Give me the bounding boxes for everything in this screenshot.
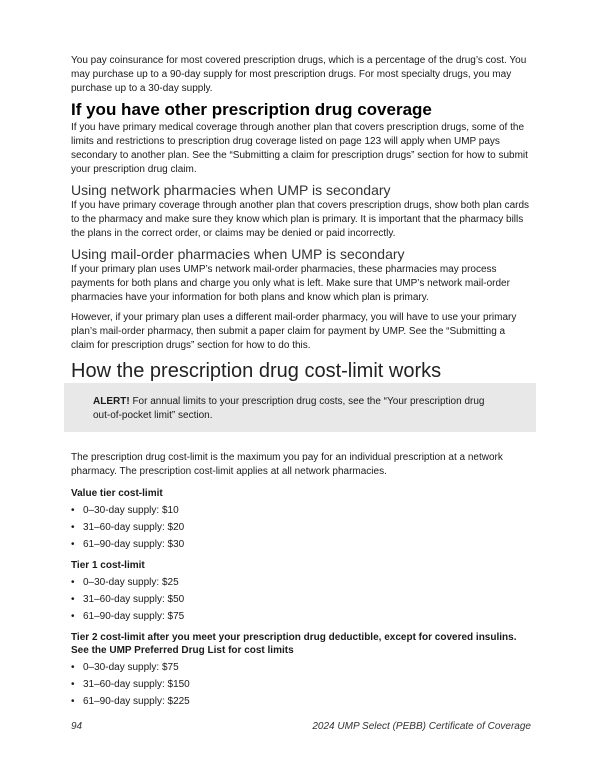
tier-value xyxy=(71,487,531,551)
list-item-text: 0–30-day supply: $10 xyxy=(83,505,179,516)
list-item-text: 31–60-day supply: $50 xyxy=(83,594,185,605)
page-number: 94 xyxy=(71,721,83,732)
list-item xyxy=(71,521,531,534)
heading-mail-order: Using mail-order pharmacies when UMP is secondary xyxy=(71,246,405,262)
network-pharmacies-paragraph: If you have primary coverage through another plan that covers prescription drugs, show both plan cards to the pharmacy and make sure they know which plan is primary. It is important that the pharmacy bills the plans in the correct order, or claims may be denied or paid incorrectly. xyxy=(71,200,530,239)
list-item-text: 0–30-day supply: $75 xyxy=(83,662,179,673)
bullet-icon: • xyxy=(71,539,75,550)
list-item-text: 61–90-day supply: $225 xyxy=(83,696,190,707)
tier-title: Tier 1 cost-limit xyxy=(71,560,145,571)
bullet-icon: • xyxy=(71,577,75,588)
bullet-icon: • xyxy=(71,696,75,707)
bullet-icon: • xyxy=(71,505,75,516)
bullet-icon: • xyxy=(71,522,75,533)
cost-limit-paragraph: The prescription drug cost-limit is the maximum you pay for an individual prescription at a network pharmacy. The prescription cost-limit applies at all network pharmacies. xyxy=(71,452,503,477)
intro-paragraph: You pay coinsurance for most covered prescription drugs, which is a percentage of the drug’s cost. You may purchase up to a 90-day supply for most prescription drugs. For most specialty drugs, you may purchase up to a 30-day supply. xyxy=(71,55,527,94)
mail-order-paragraph-1: If your primary plan uses UMP’s network mail-order pharmacies, these pharmacies may process payments for both plans and charge you only what is left. Make sure that UMP’s network mail-order pharmacies have your information for both plans and know which plan is primary. xyxy=(71,264,510,303)
list-item-text: 31–60-day supply: $20 xyxy=(83,522,185,533)
tier-title: Value tier cost-limit xyxy=(71,488,163,499)
list-item xyxy=(71,610,531,623)
tier-list xyxy=(71,661,531,708)
tier-title: Tier 2 cost-limit after you meet your prescription drug deductible, except for covered insulins. See the UMP Preferred Drug List for cost limits xyxy=(71,632,517,656)
tier-list xyxy=(71,504,531,551)
mail-order-paragraph-2: However, if your primary plan uses a different mail-order pharmacy, you will have to use your primary plan’s mail-order pharmacy, then submit a paper claim for payment by UMP. See the “Submitting a claim for prescription drugs” section for how to do this. xyxy=(71,312,517,351)
list-item-text: 31–60-day supply: $150 xyxy=(83,679,190,690)
tier-2 xyxy=(71,631,531,708)
alert-text-block xyxy=(93,395,503,423)
heading-network-pharmacies: Using network pharmacies when UMP is secondary xyxy=(71,182,391,198)
alert-label: ALERT! xyxy=(93,396,130,407)
list-item xyxy=(71,678,531,691)
footer-doc-title: 2024 UMP Select (PEBB) Certificate of Coverage xyxy=(312,721,531,732)
list-item-text: 61–90-day supply: $75 xyxy=(83,611,185,622)
tier-1 xyxy=(71,559,531,623)
heading-other-coverage: If you have other prescription drug coverage xyxy=(71,100,432,119)
alert-message: For annual limits to your prescription drug costs, see the “Your prescription drug out-of-pocket limit” section. xyxy=(93,396,485,421)
list-item xyxy=(71,661,531,674)
upper-content xyxy=(71,54,531,384)
list-item xyxy=(71,538,531,551)
list-item xyxy=(71,593,531,606)
tier-list xyxy=(71,576,531,623)
cost-limit-section xyxy=(71,451,531,708)
list-item xyxy=(71,504,531,517)
list-item xyxy=(71,695,531,708)
bullet-icon: • xyxy=(71,594,75,605)
bullet-icon: • xyxy=(71,679,75,690)
other-coverage-paragraph: If you have primary medical coverage through another plan that covers prescription drugs, some of the limits and restrictions to prescription drug coverage listed on page 123 will apply when UMP pays secondary to another plan. See the “Submitting a claim for prescription drugs” section for how to submit your prescription drug claim. xyxy=(71,122,528,175)
bullet-icon: • xyxy=(71,611,75,622)
alert-box xyxy=(64,383,536,432)
list-item xyxy=(71,576,531,589)
heading-cost-limit: How the prescription drug cost-limit works xyxy=(71,360,442,382)
list-item-text: 0–30-day supply: $25 xyxy=(83,577,179,588)
list-item-text: 61–90-day supply: $30 xyxy=(83,539,185,550)
bullet-icon: • xyxy=(71,662,75,673)
